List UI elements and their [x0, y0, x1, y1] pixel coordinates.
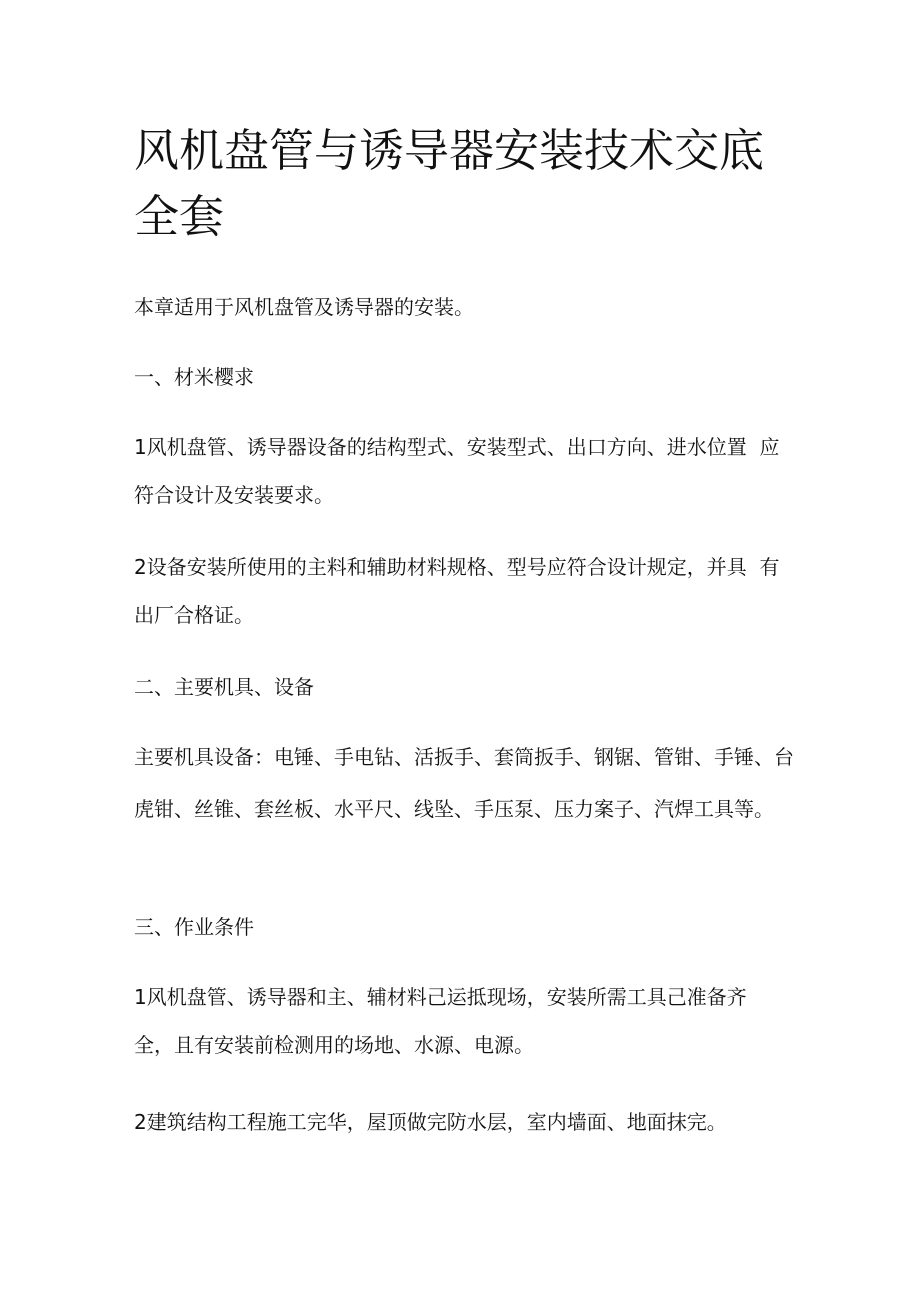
materials-item-2: 2设备安装所使用的主料和辅助材料规格、型号应符合设计规定，并具 有出厂合格证。 — [134, 555, 780, 627]
document-title: 风机盘管与诱导器安装技术交底全套 — [134, 124, 765, 243]
section-heading-conditions: 三、作业条件 — [134, 915, 254, 939]
section-heading-materials: 一、材米樱求 — [134, 365, 254, 389]
conditions-item-1: 1风机盘管、诱导器和主、辅材料己运抵现场，安装所需工具己准备齐全，且有安装前检测用的场地、水源、电源。 — [134, 985, 747, 1057]
tools-paragraph: 主要机具设备：电锤、手电钻、活扳手、套筒扳手、钢锯、管钳、手锤、台虎钳、丝锥、套丝板、水平尺、线坠、手压泵、压力案子、汽焊工具等。 — [134, 745, 794, 821]
intro-paragraph: 本章适用于风机盘管及诱导器的安装。 — [134, 295, 474, 319]
materials-item-1: 1风机盘管、诱导器设备的结构型式、安装型式、出口方向、进水位置 应符合设计及安装要求。 — [134, 435, 780, 507]
section-heading-tools: 二、主要机具、设备 — [134, 675, 314, 699]
conditions-item-2: 2建筑结构工程施工完华，屋顶做完防水层，室内墙面、地面抹完。 — [134, 1110, 727, 1134]
